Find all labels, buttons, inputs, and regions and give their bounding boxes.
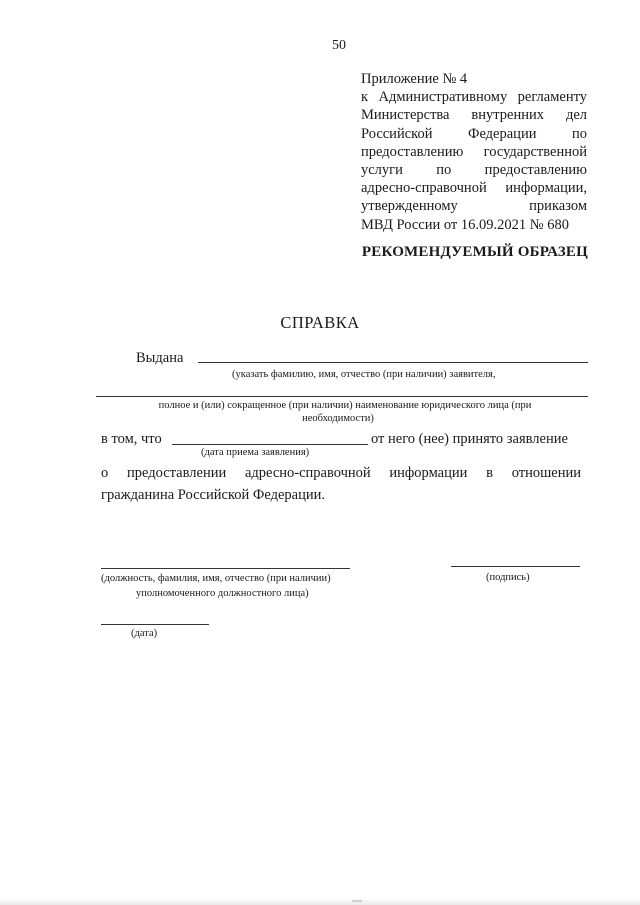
statement-suffix: от него (нее) принято заявление <box>371 431 568 447</box>
signature-line <box>451 566 580 567</box>
applicant-hint: (указать фамилию, имя, отчество (при наличии) заявителя, <box>232 369 496 380</box>
sample-label: РЕКОМЕНДУЕМЫЙ ОБРАЗЕЦ <box>361 244 588 260</box>
official-hint-1: (должность, фамилия, имя, отчество (при наличии) <box>101 573 331 584</box>
legal-entity-hint-2: необходимости) <box>302 413 374 424</box>
appendix-block <box>361 70 587 234</box>
applicant-name-line <box>198 362 588 363</box>
official-hint-2: уполномоченного должностного лица) <box>136 588 309 599</box>
date-line <box>101 624 209 625</box>
document-title: СПРАВКА <box>280 313 360 332</box>
appendix-line: МВД России от 16.09.2021 № 680 <box>361 216 569 233</box>
application-date-line <box>172 444 368 445</box>
statement-body <box>101 462 581 506</box>
statement-prefix: в том, что <box>101 431 162 447</box>
application-date-hint: (дата приема заявления) <box>201 447 310 458</box>
statement-body-line-2: гражданина Российской Федерации. <box>101 487 325 503</box>
appendix-line: услуги по предоставлению <box>361 161 587 178</box>
appendix-line: Приложение № 4 <box>361 71 468 87</box>
appendix-line: адресно-справочной информации, <box>361 180 587 197</box>
statement-body-line-1: о предоставлении адресно-справочной информации в отношении <box>101 465 581 481</box>
appendix-line: Российской Федерации по <box>361 125 587 142</box>
appendix-line: утвержденному приказом <box>361 198 587 215</box>
appendix-line: к Административному регламенту <box>361 89 587 106</box>
legal-entity-hint-1: полное и (или) сокращенное (при наличии) наименование юридического лица (при <box>158 400 532 411</box>
issued-label: Выдана <box>136 350 184 366</box>
scan-edge <box>0 898 640 905</box>
page-number: 50 <box>332 38 346 53</box>
legal-entity-line <box>96 396 588 397</box>
signature-hint: (подпись) <box>486 572 530 583</box>
appendix-line: предоставлению государственной <box>361 143 587 160</box>
official-line <box>101 568 350 569</box>
scan-mark <box>352 900 362 902</box>
date-hint: (дата) <box>131 628 158 639</box>
appendix-line: Министерства внутренних дел <box>361 107 587 124</box>
